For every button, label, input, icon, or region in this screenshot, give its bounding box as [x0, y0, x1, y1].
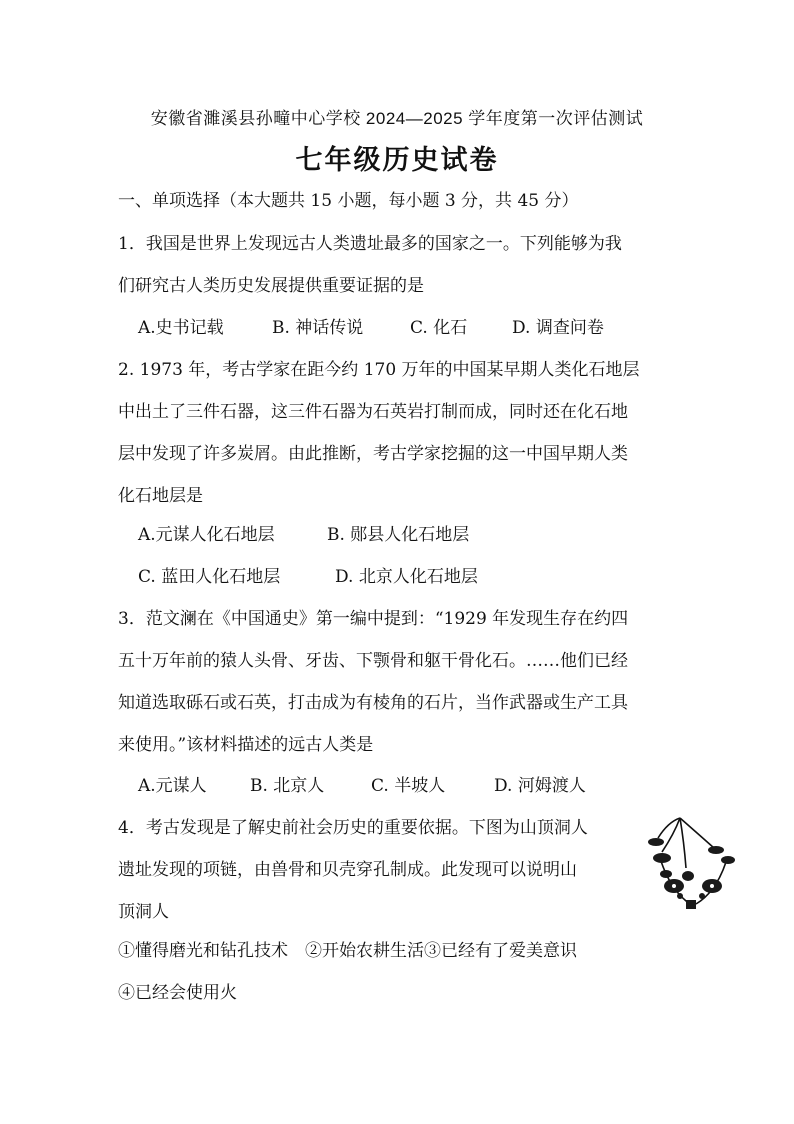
q4-stem-line-2: 遗址发现的项链，由兽骨和贝壳穿孔制成。此发现可以说明山 [118, 860, 577, 880]
q3-option-b: B. 北京人 [250, 776, 325, 796]
q2-option-b: B. 郧县人化石地层 [327, 525, 470, 545]
q1-stem-line-2: 们研究古人类历史发展提供重要证据的是 [118, 276, 424, 296]
q2-stem-line-1: 2. 1973 年，考古学家在距今约 170 万年的中国某早期人类化石地层 [118, 360, 640, 380]
q4-statement-line-1: ①懂得磨光和钻孔技术 ②开始农耕生活③已经有了爱美意识 [118, 941, 577, 961]
q2-stem-line-2: 中出土了三件石器，这三件石器为石英岩打制而成，同时还在化石地 [118, 402, 628, 422]
q3-stem-line-1: 3．范文澜在《中国通史》第一编中提到：“1929 年发现生存在约四 [118, 609, 629, 629]
q3-stem-line-2: 五十万年前的猿人头骨、牙齿、下颚骨和躯干骨化石。……他们已经 [118, 651, 628, 671]
q4-statement-line-2: ④已经会使用火 [118, 983, 237, 1003]
school-header: 安徽省濉溪县孙疃中心学校 2024—2025 学年度第一次评估测试 [150, 109, 644, 128]
q3-stem-line-4: 来使用。”该材料描述的远古人类是 [118, 735, 374, 755]
necklace-image [640, 812, 744, 916]
q1-option-d: D. 调查问卷 [512, 318, 604, 338]
q4-stem-line-1: 4．考古发现是了解史前社会历史的重要依据。下图为山顶洞人 [118, 818, 588, 838]
q2-stem-line-3: 层中发现了许多炭屑。由此推断，考古学家挖掘的这一中国早期人类 [118, 444, 628, 464]
q2-option-d: D. 北京人化石地层 [335, 567, 478, 587]
section-heading: 一、单项选择（本大题共 15 小题，每小题 3 分，共 45 分） [118, 191, 579, 211]
q1-option-c: C. 化石 [410, 318, 468, 338]
q2-stem-line-4: 化石地层是 [118, 486, 203, 506]
q2-option-a: A.元谋人化石地层 [138, 525, 275, 545]
q3-option-d: D. 河姆渡人 [494, 776, 586, 796]
q1-option-a: A.史书记载 [138, 318, 224, 338]
exam-title: 七年级历史试卷 [295, 145, 499, 176]
q3-option-a: A.元谋人 [138, 776, 207, 796]
q2-option-c: C. 蓝田人化石地层 [138, 567, 281, 587]
q1-stem-line-1: 1．我国是世界上发现远古人类遗址最多的国家之一。下列能够为我 [118, 234, 622, 254]
q3-option-c: C. 半坡人 [371, 776, 446, 796]
q4-stem-line-3: 顶洞人 [118, 902, 169, 922]
q3-stem-line-3: 知道选取砾石或石英，打击成为有棱角的石片，当作武器或生产工具 [118, 693, 628, 713]
q1-option-b: B. 神话传说 [272, 318, 364, 338]
